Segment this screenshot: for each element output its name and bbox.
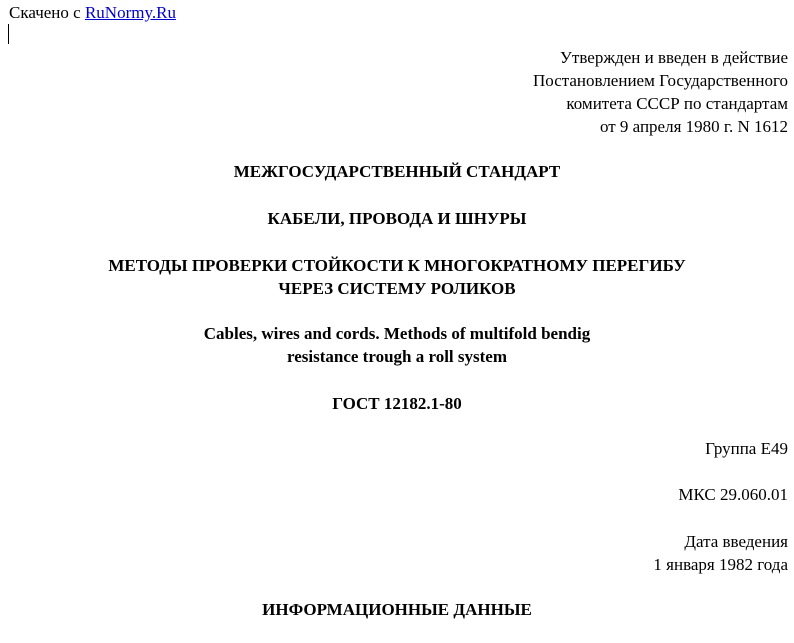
approval-line: комитета СССР по стандартам: [566, 94, 788, 113]
standard-type-heading: МЕЖГОСУДАРСТВЕННЫЙ СТАНДАРТ: [233, 162, 561, 181]
info-data-heading: ИНФОРМАЦИОННЫЕ ДАННЫЕ: [262, 600, 532, 619]
approval-line: от 9 апреля 1980 г. N 1612: [599, 117, 788, 136]
mks-label: МКС 29.060.01: [678, 485, 788, 504]
text-caret: [8, 24, 9, 44]
title-en-line-1: Cables, wires and cords. Methods of multifold bendig: [203, 324, 591, 343]
standard-code: ГОСТ 12182.1-80: [332, 394, 462, 413]
source-prefix: Скачено с: [9, 3, 85, 22]
source-attribution: [9, 2, 176, 24]
title-ru-line-1: МЕТОДЫ ПРОВЕРКИ СТОЙКОСТИ К МНОГОКРАТНОМУ ПЕРЕГИБУ: [108, 256, 686, 275]
intro-date-label: Дата введения: [684, 532, 788, 551]
source-link[interactable]: RuNormy.Ru: [84, 3, 176, 22]
intro-date-value: 1 января 1982 года: [653, 555, 788, 574]
approval-line: Постановлением Государственного: [533, 71, 788, 90]
approval-block: [368, 46, 788, 138]
approval-line: Утвержден и введен в действие: [559, 48, 788, 67]
title-ru-line-2: ЧЕРЕЗ СИСТЕМУ РОЛИКОВ: [278, 279, 516, 298]
category-heading: КАБЕЛИ, ПРОВОДА И ШНУРЫ: [267, 209, 527, 228]
title-en-line-2: resistance trough a roll system: [286, 347, 508, 366]
group-label: Группа Е49: [705, 439, 788, 458]
